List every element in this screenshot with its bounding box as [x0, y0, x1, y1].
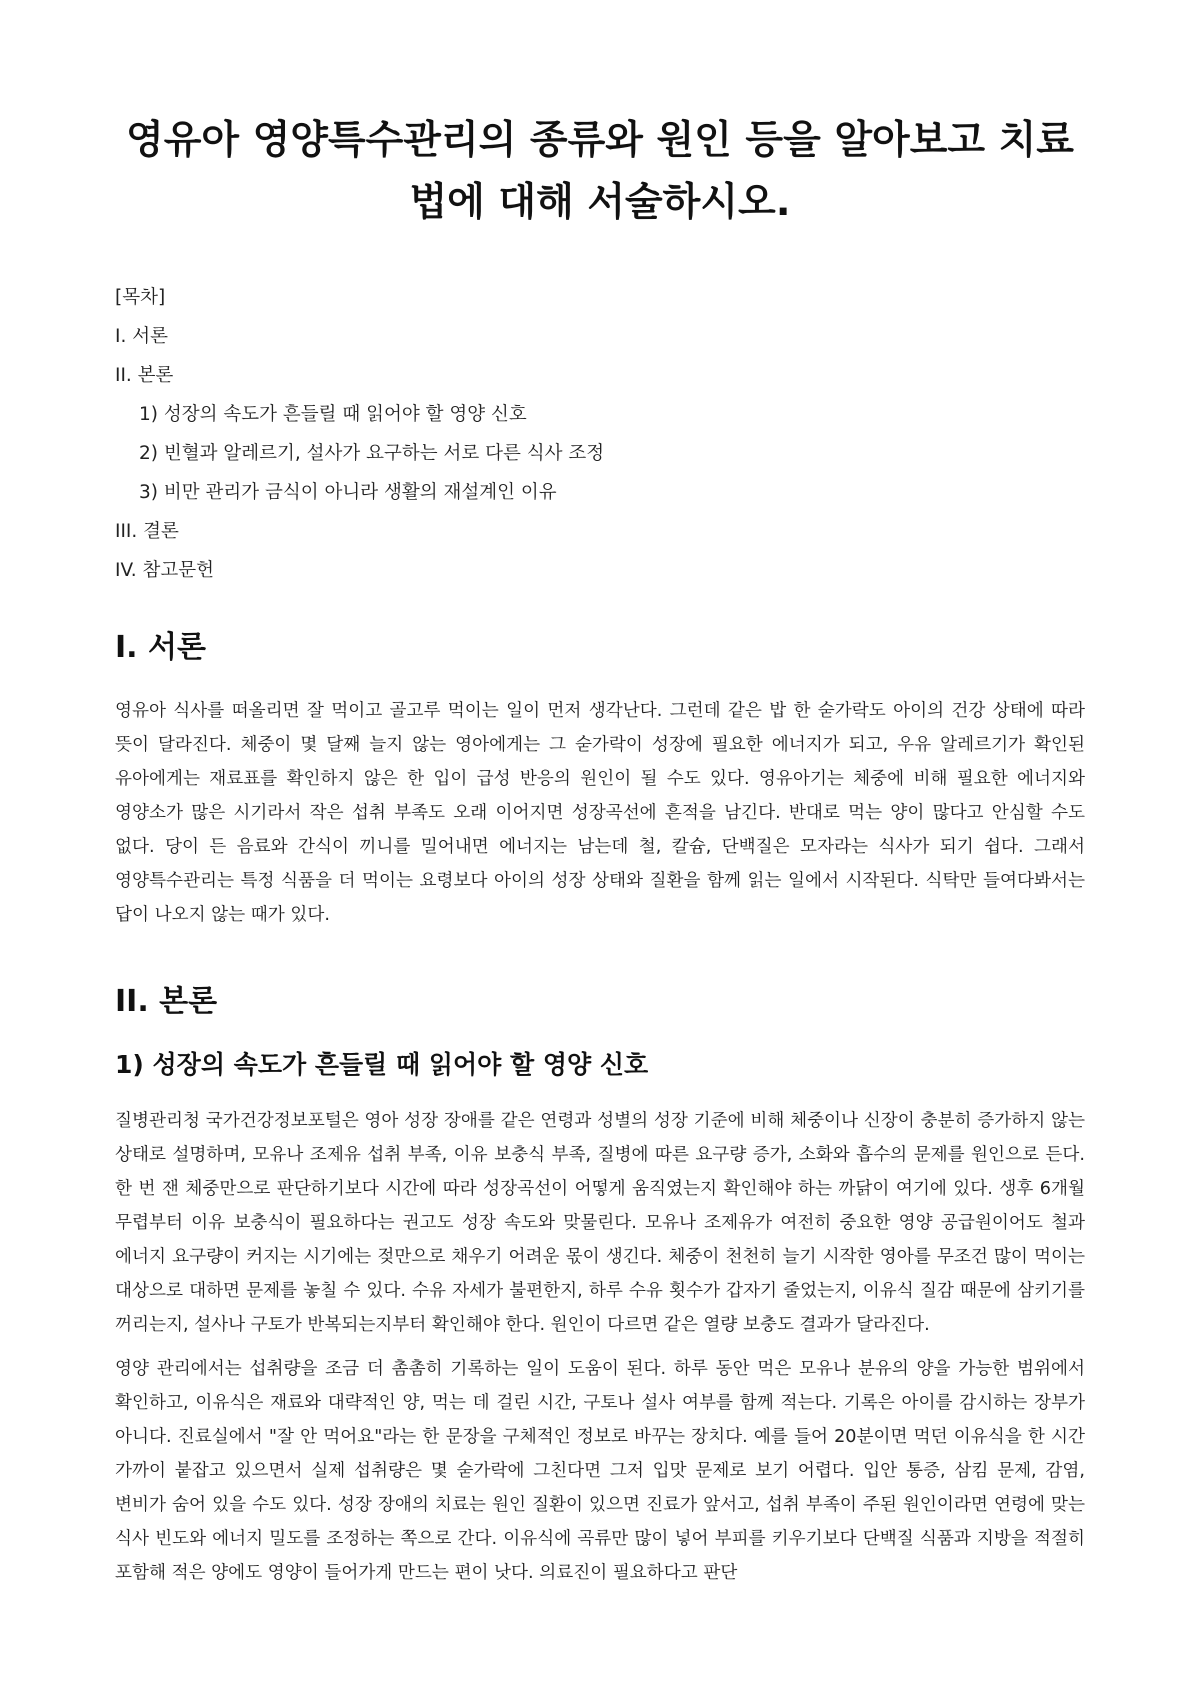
- body-section: [115, 982, 1085, 1590]
- table-of-contents: [115, 278, 1085, 590]
- toc-item-references: IV. 참고문헌: [115, 560, 214, 581]
- toc-item-introduction: I. 서론: [115, 326, 168, 347]
- body-paragraph-1: 질병관리청 국가건강정보포털은 영아 성장 장애를 같은 연령과 성별의 성장 기준에 비해 체중이나 신장이 충분히 증가하지 않는 상태로 설명하며, 모유나 조제유 섭취 부족, 이유 보충식 부족, 질병에 따른 요구량 증가, 소화와 흡수의 문제를 원인으로 든다. 한 번 잰 체중만으로 판단하기보다 시간에 따라 성장곡선이 어떻게 움직였는지 확인해야 하는 까닭이 여기에 있다. 생후 6개월 무렵부터 이유 보충식이 필요하다는 권고도 성장 속도와 맞물린다. 모유나 조제유가 여전히 중요한 영양 공급원이어도 철과 에너지 요구량이 커지는 시기에는 젖만으로 채우기 어려운 몫이 생긴다. 체중이 천천히 늘기 시작한 영아를 무조건 많이 먹이는 대상으로 대하면 문제를 놓칠 수 있다. 수유 자세가 불편한지, 하루 수유 횟수가 갑자기 줄었는지, 이유식 질감 때문에 삼키기를 꺼리는지, 설사나 구토가 반복되는지부터 확인해야 한다. 원인이 다르면 같은 열량 보충도 결과가 달라진다.: [115, 1111, 1085, 1335]
- toc-item-conclusion: III. 결론: [115, 521, 179, 542]
- toc-item-body: II. 본론: [115, 365, 174, 386]
- document-title: 영유아 영양특수관리의 종류와 원인 등을 알아보고 치료법에 대해 서술하시오.: [126, 118, 1074, 225]
- introduction-heading: I. 서론: [115, 630, 206, 665]
- introduction-section: [115, 628, 1085, 932]
- body-heading: II. 본론: [115, 984, 218, 1019]
- toc-item-body-1: 1) 성장의 속도가 흔들릴 때 읽어야 할 영양 신호: [139, 404, 527, 425]
- toc-item-body-3: 3) 비만 관리가 금식이 아니라 생활의 재설계인 이유: [139, 482, 557, 503]
- introduction-paragraph: 영유아 식사를 떠올리면 잘 먹이고 골고루 먹이는 일이 먼저 생각난다. 그런데 같은 밥 한 숟가락도 아이의 건강 상태에 따라 뜻이 달라진다. 체중이 몇 달째 늘지 않는 영아에게는 그 숟가락이 성장에 필요한 에너지가 되고, 우유 알레르기가 확인된 유아에게는 재료표를 확인하지 않은 한 입이 급성 반응의 원인이 될 수도 있다. 영유아기는 체중에 비해 필요한 에너지와 영양소가 많은 시기라서 작은 섭취 부족도 오래 이어지면 성장곡선에 흔적을 남긴다. 반대로 먹는 양이 많다고 안심할 수도 없다. 당이 든 음료와 간식이 끼니를 밀어내면 에너지는 남는데 철, 칼슘, 단백질은 모자라는 식사가 되기 쉽다. 그래서 영양특수관리는 특정 식품을 더 먹이는 요령보다 아이의 성장 상태와 질환을 함께 읽는 일에서 시작된다. 식탁만 들여다봐서는 답이 나오지 않는 때가 있다.: [115, 701, 1085, 925]
- body-paragraph-2: 영양 관리에서는 섭취량을 조금 더 촘촘히 기록하는 일이 도움이 된다. 하루 동안 먹은 모유나 분유의 양을 가능한 범위에서 확인하고, 이유식은 재료와 대략적인 양, 먹는 데 걸린 시간, 구토나 설사 여부를 함께 적는다. 기록은 아이를 감시하는 장부가 아니다. 진료실에서 "잘 안 먹어요"라는 한 문장을 구체적인 정보로 바꾸는 장치다. 예를 들어 20분이면 먹던 이유식을 한 시간 가까이 붙잡고 있으면서 실제 섭취량은 몇 숟가락에 그친다면 그저 입맛 문제로 보기 어렵다. 입안 통증, 삼킴 문제, 감염, 변비가 숨어 있을 수도 있다. 성장 장애의 치료는 원인 질환이 있으면 진료가 앞서고, 섭취 부족이 주된 원인이라면 연령에 맞는 식사 빈도와 에너지 밀도를 조정하는 쪽으로 간다. 이유식에 곡류만 많이 넣어 부피를 키우기보다 단백질 식품과 지방을 적절히 포함해 적은 양에도 영양이 들어가게 만드는 편이 낫다. 의료진이 필요하다고 판단: [115, 1359, 1085, 1583]
- toc-heading: [목차]: [115, 287, 166, 308]
- subsection-heading-growth: 1) 성장의 속도가 흔들릴 때 읽어야 할 영양 신호: [115, 1050, 649, 1079]
- toc-item-body-2: 2) 빈혈과 알레르기, 설사가 요구하는 서로 다른 식사 조정: [139, 443, 605, 464]
